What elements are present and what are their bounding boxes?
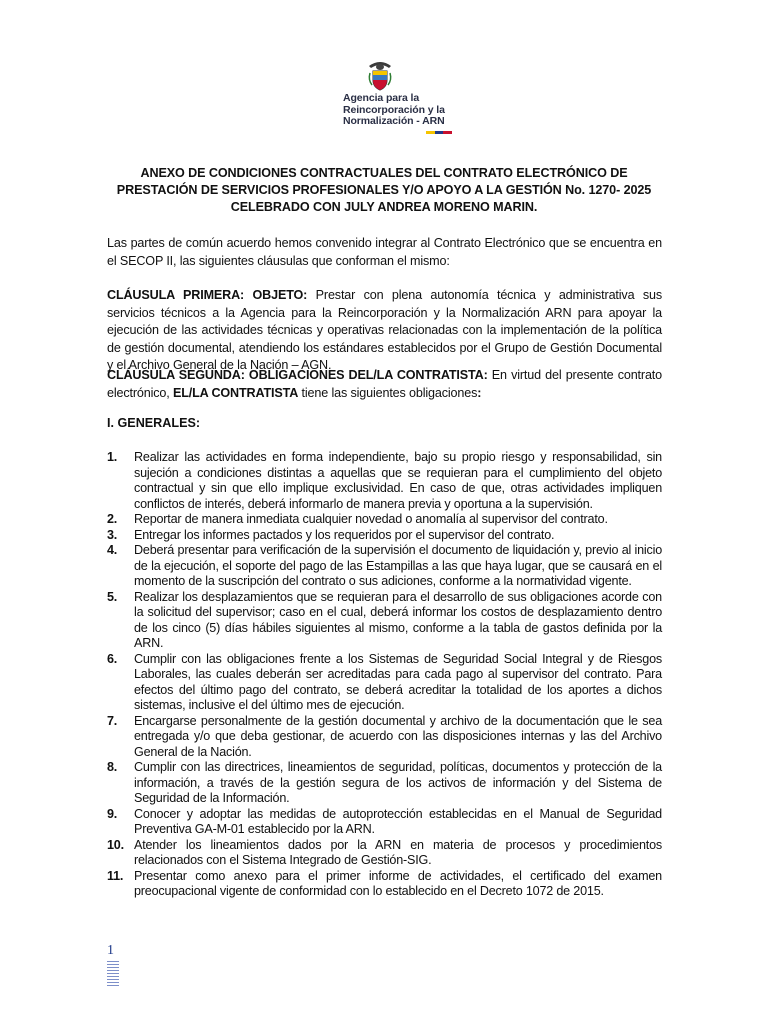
flag-yellow [426, 131, 435, 134]
list-item [107, 543, 662, 590]
clause-second-label: CLÁUSULA SEGUNDA: OBLIGACIONES DEL/LA CONTRATISTA: [107, 368, 488, 382]
section-heading: I. GENERALES: [107, 416, 201, 430]
list-item-number: 9. [107, 806, 118, 821]
clause-second [107, 367, 662, 402]
clause-first-text: Prestar con plena autonomía técnica y administrativa sus servicios técnicos a la Agencia para la Reincorporación y la Normalización ARN para apoyar la ejecución de las actividades técnicas y operativas relacionadas con la implementación de la política de gestión documental, atendiendo los estándares establecidos por el Grupo de Gestión Documental y el Archivo General de la Nación – AGN. [107, 288, 662, 372]
list-item-text: Atender los lineamientos dados por la ARN en materia de procesos y procedimientos relacionados con el Sistema Integrado de Gestión-SIG. [134, 837, 662, 867]
list-item-number: 10. [107, 837, 124, 852]
list-item-number: 1. [107, 450, 118, 464]
obligations-list [107, 450, 662, 900]
flag-stripe [426, 131, 452, 134]
clause-first [107, 287, 662, 375]
list-item-text: Presentar como anexo para el primer informe de actividades, el certificado del examen preocupacional vigente de conformidad con lo establecido en el Decreto 1072 de 2015. [134, 868, 662, 898]
clause-second-text-after: tiene las siguientes obligaciones [298, 385, 478, 400]
list-item [107, 528, 662, 544]
list-item-text: Deberá presentar para verificación de la supervisión el documento de liquidación y, previo al inicio de la ejecución, el soporte del pago de las Estampillas a las que haya lugar, que se causará en el momento de la suscripción del contrato o sus adiciones, conforme a la normatividad vigente. [134, 543, 662, 588]
page-number-underline [107, 961, 119, 987]
intro-paragraph: Las partes de común acuerdo hemos convenido integrar al Contrato Electrónico que se encuentra en el SECOP II, las siguientes cláusulas que conforman el mismo: [107, 236, 662, 268]
list-item-text: Cumplir con las directrices, lineamientos de seguridad, políticas, documentos y protección de la información, a través de la gestión segura de los activos de información y del Sistema de Seguridad de la Información. [134, 760, 662, 805]
list-item-number: 6. [107, 651, 118, 666]
list-item [107, 838, 662, 869]
list-item-number: 7. [107, 713, 118, 728]
list-item-number: 11. [107, 868, 124, 883]
list-item-text: Realizar los desplazamientos que se requieran para el desarrollo de sus obligaciones acorde con la solicitud del supervisor; caso en el cual, deberá informar los costos de desplazamiento dentro de los cinco (5) días hábiles siguientes al mismo, conforme a la tabla de gastos definida por la ARN. [134, 589, 662, 650]
list-item [107, 652, 662, 714]
list-item [107, 450, 662, 512]
list-item-text: Reportar de manera inmediata cualquier novedad o anomalía al supervisor del contrato. [134, 512, 608, 526]
list-item-text: Encargarse personalmente de la gestión documental y archivo de la documentación que le sea entregada y/o que deba gestionar, de acuerdo con las disposiciones internas y las del Archivo General de la Nación. [134, 713, 662, 759]
page-number: 1 [107, 943, 114, 958]
list-item [107, 869, 662, 900]
agency-logo [340, 60, 450, 140]
clause-second-text-before: En virtud del presente contrato electrónico, [107, 368, 662, 400]
flag-red [443, 131, 452, 134]
list-item-number: 2. [107, 512, 118, 526]
clause-second-contractor: EL/LA CONTRATISTA [172, 385, 299, 400]
list-item-number: 3. [107, 527, 118, 542]
list-item [107, 590, 662, 652]
list-item-number: 5. [107, 589, 118, 604]
list-item [107, 512, 662, 528]
list-item [107, 714, 662, 761]
list-item-number: 8. [107, 760, 118, 774]
document-title: ANEXO DE CONDICIONES CONTRACTUALES DEL CONTRATO ELECTRÓNICO DE PRESTACIÓN DE SERVICIOS PROFESIONALES Y/O APOYO A LA GESTIÓN No. 1270- 2025 CELEBRADO CON JULY ANDREA MORENO MARIN. [116, 166, 652, 214]
list-item-text: Entregar los informes pactados y los requeridos por el supervisor del contrato. [134, 527, 555, 542]
list-item [107, 760, 662, 807]
coat-of-arms-icon [367, 60, 393, 92]
list-item-text: Conocer y adoptar las medidas de autoprotección establecidas en el Manual de Seguridad Preventiva GA-M-01 establecido por la ARN. [134, 806, 662, 836]
clause-second-end: : [477, 385, 482, 400]
agency-name: Agencia para la Reincorporación y la Normalización - ARN [343, 92, 445, 127]
flag-blue [435, 131, 444, 134]
list-item-number: 4. [107, 543, 118, 557]
list-item-text: Cumplir con las obligaciones frente a los Sistemas de Seguridad Social Integral y de Riesgos Laborales, las cuales deberán ser acreditadas para cada pago al supervisor del contrato. Para efectos del último pago del contrato, se deberá acreditar la totalidad de los aportes a dichos sistemas, inclusive el del último mes de ejecución. [134, 651, 662, 712]
list-item [107, 807, 662, 838]
clause-first-label: CLÁUSULA PRIMERA: OBJETO: [107, 288, 308, 302]
list-item-text: Realizar las actividades en forma independiente, bajo su propio riesgo y responsabilidad, sin sujeción a condiciones distintas a aquellas que se requieran para el cumplimiento del objeto contractual y sin que ello implique exclusividad. En caso de que, otras actividades impliquen conflictos de interés, deberá informarlo de manera previa y oportuna a la supervisión. [134, 450, 662, 511]
